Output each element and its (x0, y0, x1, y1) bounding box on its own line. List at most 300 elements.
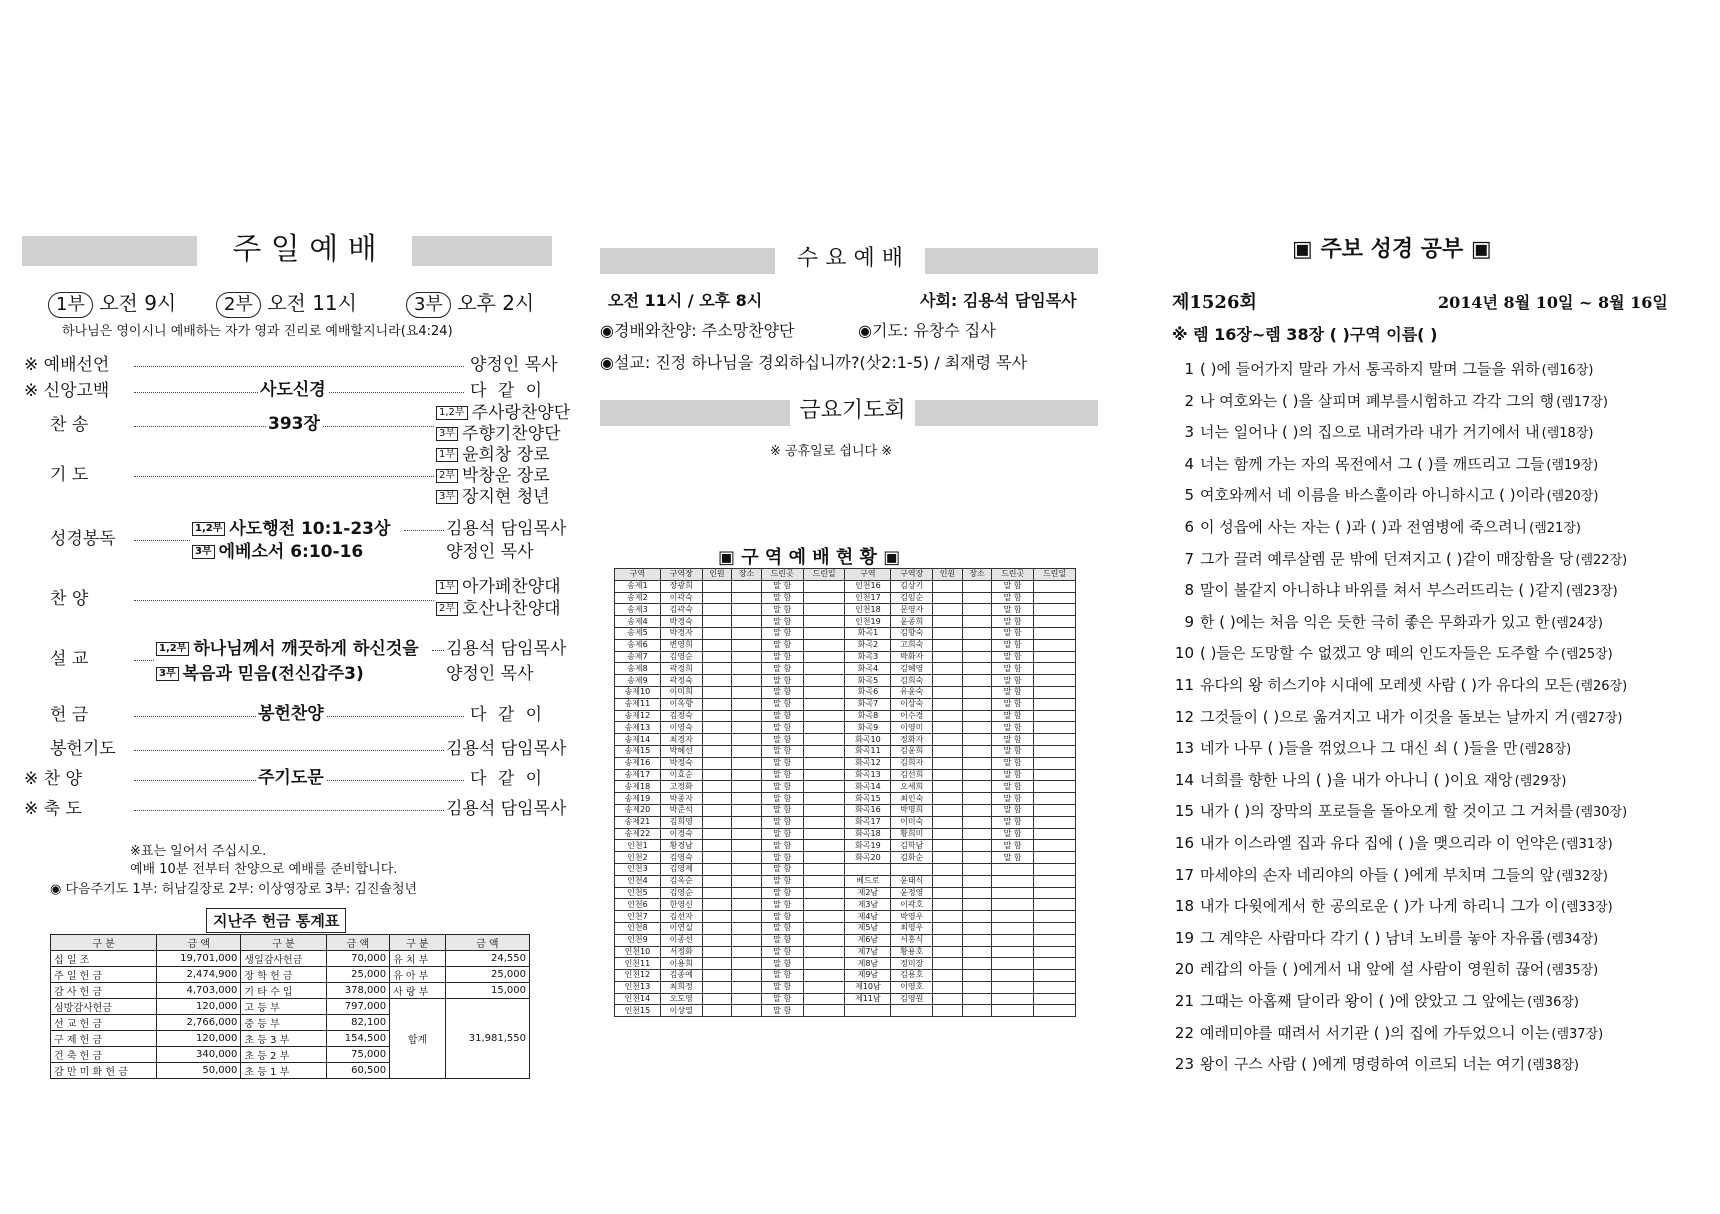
sunday-title-banner (22, 232, 552, 267)
group-count (702, 734, 732, 746)
group-count (933, 899, 963, 911)
wednesday-title: 수 요 예 배 (775, 244, 925, 274)
question-number: 15 (1174, 802, 1194, 821)
group-count (933, 875, 963, 887)
group-count (702, 875, 732, 887)
group-status: 말 함 (992, 722, 1034, 734)
group-status: 말 함 (992, 616, 1034, 628)
group-date (1034, 804, 1076, 816)
group-name: 제11남 (845, 993, 891, 1005)
group-name: 인천3 (615, 863, 661, 875)
group-col-header: 인원 (702, 569, 732, 581)
group-count (933, 887, 963, 899)
group-status: 말 함 (992, 639, 1034, 651)
group-status (992, 1005, 1034, 1017)
group-leader: 황경남 (660, 840, 702, 852)
sermon-label: 설 교 (50, 649, 89, 669)
group-leader: 고희숙 (891, 639, 933, 651)
call-to-worship: ※ 예배선언 (24, 355, 110, 375)
issue-number: 제1526회 (1172, 292, 1257, 313)
group-status (992, 934, 1034, 946)
question-item (1172, 864, 1608, 885)
question-item (1172, 1022, 1603, 1043)
offering-cell: 797,000 (326, 999, 389, 1015)
group-leader: 곽정숙 (660, 675, 702, 687)
group-leader: 고정화 (660, 781, 702, 793)
group-leader: 박명희 (891, 804, 933, 816)
question-number: 18 (1174, 897, 1194, 916)
group-place (732, 840, 762, 852)
group-place (732, 899, 762, 911)
group-status: 말 함 (992, 793, 1034, 805)
group-status: 말 함 (761, 793, 803, 805)
question-text: 이 성읍에 사는 자는 ( )과 ( )과 전염병에 죽으려니 (1200, 518, 1528, 536)
group-date (1034, 769, 1076, 781)
group-count (933, 757, 963, 769)
group-leader: 이영미 (891, 722, 933, 734)
question-number: 7 (1184, 549, 1194, 568)
group-date (1034, 592, 1076, 604)
group-status: 말 함 (992, 769, 1034, 781)
offering-cell: 건 축 헌 금 (51, 1047, 157, 1063)
group-leader: 유윤숙 (891, 686, 933, 698)
preacher-2: 양정인 목사 (446, 664, 534, 684)
question-text: 내가 ( )의 장막의 포로들을 돌아오게 할 것이고 그 거처를 (1200, 802, 1574, 821)
prayer-person-2: 2부 박창운 장로 (436, 461, 550, 486)
group-place (962, 981, 992, 993)
friday-note: ※ 공휴일로 쉽니다 ※ (770, 444, 893, 459)
group-count (933, 852, 963, 864)
service-part-3: 3부 오후 2시 (406, 287, 534, 318)
group-count (933, 804, 963, 816)
group-place (962, 804, 992, 816)
group-place (732, 981, 762, 993)
group-place (962, 993, 992, 1005)
group-status: 말 함 (992, 757, 1034, 769)
group-name: 화곡20 (845, 852, 891, 864)
group-name: 인천5 (615, 887, 661, 899)
group-place (962, 887, 992, 899)
group-row (615, 899, 1076, 911)
group-date (803, 946, 845, 958)
group-row (615, 604, 1076, 616)
question-number: 11 (1174, 676, 1194, 694)
group-place (732, 592, 762, 604)
group-date (803, 675, 845, 687)
group-name: 제8남 (845, 958, 891, 970)
group-place (962, 816, 992, 828)
group-table-title: ▣ 구 역 예 배 현 황 ▣ (718, 547, 901, 568)
hymn-choir-2: 3부 주향기찬양단 (436, 419, 561, 444)
group-row (615, 958, 1076, 970)
group-place (732, 816, 762, 828)
offering-person: 다 같 이 (470, 705, 546, 725)
group-row (615, 863, 1076, 875)
group-count (702, 675, 732, 687)
group-leader: 김화순 (891, 852, 933, 864)
group-status: 말 함 (992, 627, 1034, 639)
call-person: 양정인 목사 (470, 355, 558, 375)
question-reference: (렘28장) (1519, 742, 1572, 758)
group-status: 말 함 (761, 769, 803, 781)
group-leader: 박화자 (891, 651, 933, 663)
group-date (803, 639, 845, 651)
group-leader: 이상열 (660, 1005, 702, 1017)
group-date (1034, 686, 1076, 698)
question-number: 13 (1174, 739, 1194, 758)
group-place (732, 946, 762, 958)
group-leader: 김영순 (660, 651, 702, 663)
group-name: 제7남 (845, 946, 891, 958)
group-place (732, 745, 762, 757)
group-status: 말 함 (761, 686, 803, 698)
group-place (962, 970, 992, 982)
group-date (1034, 958, 1076, 970)
group-row (615, 651, 1076, 663)
group-date (803, 911, 845, 923)
study-range: ※ 렘 16장~렘 38장 ( )구역 이름( ) (1172, 325, 1438, 344)
group-count (702, 663, 732, 675)
group-count (933, 958, 963, 970)
group-place (962, 722, 992, 734)
question-item (1172, 800, 1627, 821)
question-number: 1 (1184, 360, 1194, 378)
group-date (803, 828, 845, 840)
group-name: 화곡8 (845, 710, 891, 722)
group-leader: 김영원 (891, 993, 933, 1005)
creed: ※ 신앙고백 (24, 381, 110, 401)
group-name: 인천13 (615, 981, 661, 993)
group-place (732, 769, 762, 781)
group-date (803, 887, 845, 899)
group-place (962, 840, 992, 852)
group-date (1034, 993, 1076, 1005)
question-reference: (렘17장) (1556, 394, 1608, 410)
hymn-label: 찬 송 (50, 415, 89, 435)
group-name: 화곡4 (845, 663, 891, 675)
group-status: 말 함 (992, 840, 1034, 852)
group-leader: 김임순 (891, 592, 933, 604)
group-date (1034, 675, 1076, 687)
question-text: 내가 다윗에게서 한 공의로운 ( )가 나게 하리니 그가 이 (1200, 897, 1559, 916)
leader-dots (134, 600, 434, 601)
question-reference: (렘27장) (1570, 710, 1623, 726)
group-date (1034, 722, 1076, 734)
group-row (615, 639, 1076, 651)
group-date (803, 710, 845, 722)
group-date (1034, 863, 1076, 875)
question-number: 22 (1174, 1023, 1194, 1042)
offering-label: 헌 금 (50, 705, 89, 725)
group-name: 송제4 (615, 616, 661, 628)
question-item (1172, 1053, 1579, 1074)
group-place (732, 970, 762, 982)
leader-dots (134, 810, 444, 811)
group-date (803, 1005, 845, 1017)
group-leader: 윤정영 (891, 887, 933, 899)
question-text: 레갑의 아들 ( )에게서 내 앞에 설 사람이 영원히 끊어 (1200, 960, 1545, 979)
offering-cell: 심방감사헌금 (51, 999, 157, 1015)
group-place (962, 934, 992, 946)
group-leader: 최희정 (660, 981, 702, 993)
offering-cell: 생일감사헌금 (241, 951, 326, 967)
question-reference: (렘32장) (1556, 868, 1608, 884)
offering-cell: 25,000 (326, 967, 389, 983)
group-row (615, 887, 1076, 899)
group-status: 말 함 (761, 922, 803, 934)
hymn-number: 393장 (266, 409, 322, 434)
group-date (803, 970, 845, 982)
group-name: 인천19 (845, 616, 891, 628)
group-count (933, 863, 963, 875)
group-status: 말 함 (992, 580, 1034, 592)
group-leader: 황용호 (891, 946, 933, 958)
offering-table (50, 934, 530, 1079)
group-place (962, 757, 992, 769)
group-status: 말 함 (761, 734, 803, 746)
group-leader: 김희자 (891, 757, 933, 769)
group-leader: 김희영 (660, 816, 702, 828)
offering-cell: 19,701,000 (157, 951, 241, 967)
question-reference: (렘16장) (1541, 363, 1594, 378)
group-name: 제4남 (845, 911, 891, 923)
group-count (702, 781, 732, 793)
praise-choir-1: 1부 아가페찬양대 (436, 572, 561, 597)
group-status: 말 함 (761, 970, 803, 982)
group-row (615, 875, 1076, 887)
group-place (962, 604, 992, 616)
question-text: 너는 함께 가는 자의 목전에서 그 ( )를 깨뜨리고 그들 (1200, 454, 1545, 473)
wednesday-title-banner (600, 248, 1098, 274)
group-date (803, 993, 845, 1005)
group-leader: 장광희 (660, 580, 702, 592)
question-item (1172, 642, 1613, 663)
group-count (702, 1005, 732, 1017)
group-name: 송제12 (615, 710, 661, 722)
group-place (732, 616, 762, 628)
question-reference: (렘18장) (1541, 426, 1594, 442)
scripture-label: 성경봉독 (50, 529, 116, 549)
group-status: 말 함 (761, 639, 803, 651)
group-place (962, 1005, 992, 1017)
group-status: 말 함 (761, 804, 803, 816)
group-count (702, 887, 732, 899)
group-leader: 정미장 (891, 958, 933, 970)
group-leader: 박종자 (660, 793, 702, 805)
group-name: 인천17 (845, 592, 891, 604)
group-count (933, 1005, 963, 1017)
offering-cell: 120,000 (157, 999, 241, 1015)
group-leader: 서정화 (660, 946, 702, 958)
group-count (702, 627, 732, 639)
group-place (962, 663, 992, 675)
group-row (615, 793, 1076, 805)
group-place (962, 911, 992, 923)
question-text: 나 여호와는 ( )을 살피며 폐부를시험하고 각각 그의 행 (1200, 391, 1555, 410)
group-row (615, 804, 1076, 816)
group-count (702, 793, 732, 805)
offering-cell: 고 등 부 (241, 999, 326, 1015)
group-status: 말 함 (761, 710, 803, 722)
offering-cell: 75,000 (326, 1047, 389, 1063)
group-status: 말 함 (761, 592, 803, 604)
group-date (1034, 981, 1076, 993)
group-place (732, 1005, 762, 1017)
group-leader: 윤태식 (891, 875, 933, 887)
group-leader (891, 863, 933, 875)
friday-title: 금요기도회 (790, 396, 915, 426)
group-name: 인천14 (615, 993, 661, 1005)
group-date (803, 934, 845, 946)
offering-content: 봉헌찬양 (256, 699, 326, 724)
group-row (615, 852, 1076, 864)
group-leader: 김종예 (660, 970, 702, 982)
preacher-1: 김용석 담임목사 (446, 639, 567, 659)
question-number: 5 (1184, 486, 1194, 505)
group-row (615, 616, 1076, 628)
group-date (803, 816, 845, 828)
question-text: ( )들은 도망할 수 없겠고 양 떼의 인도자들은 도주할 수 (1200, 644, 1559, 663)
question-number: 19 (1174, 928, 1194, 947)
group-leader: 정화자 (891, 734, 933, 746)
group-count (933, 828, 963, 840)
offering-cell: 50,000 (157, 1063, 241, 1079)
col-header: 구 분 (51, 935, 157, 951)
group-row (615, 663, 1076, 675)
group-count (702, 840, 732, 852)
question-item (1172, 390, 1608, 411)
group-count (702, 592, 732, 604)
group-row (615, 816, 1076, 828)
creed-person: 다 같 이 (470, 381, 546, 401)
group-leader (891, 1005, 933, 1017)
group-count (933, 675, 963, 687)
question-text: ( )에 들어가지 말라 가서 통곡하지 말며 그들을 위하 (1200, 360, 1540, 378)
group-leader: 김윤희 (891, 745, 933, 757)
group-name: 인천6 (615, 899, 661, 911)
group-place (732, 710, 762, 722)
group-date (803, 616, 845, 628)
offering-cell: 선 교 헌 금 (51, 1015, 157, 1031)
group-count (702, 722, 732, 734)
offering-cell: 70,000 (326, 951, 389, 967)
group-name: 송제15 (615, 745, 661, 757)
question-reference: (렘29장) (1514, 773, 1567, 789)
group-row (615, 675, 1076, 687)
group-row (615, 627, 1076, 639)
question-reference: (렘19장) (1546, 457, 1599, 473)
group-place (732, 686, 762, 698)
question-item (1172, 832, 1613, 853)
question-item (1172, 516, 1581, 537)
group-status: 말 함 (761, 887, 803, 899)
group-count (702, 911, 732, 923)
group-status: 말 함 (761, 781, 803, 793)
group-date (803, 981, 845, 993)
offering-cell: 십 일 조 (51, 951, 157, 967)
group-leader: 이상숙 (891, 698, 933, 710)
group-leader: 최인숙 (891, 793, 933, 805)
col-header: 금 액 (157, 935, 241, 951)
leader-dots (404, 530, 444, 531)
prayer-label: 기 도 (50, 465, 89, 485)
group-date (803, 686, 845, 698)
blessing: ※ 축 도 (24, 799, 82, 819)
group-date (1034, 604, 1076, 616)
group-status: 말 함 (761, 934, 803, 946)
group-status (992, 911, 1034, 923)
issue-date: 2014년 8월 10일 ~ 8월 16일 (1438, 293, 1668, 312)
offering-cell: 120,000 (157, 1031, 241, 1047)
question-text: 내가 이스라엘 집과 유다 집에 ( )을 맺으리라 이 언약은 (1200, 834, 1559, 852)
group-place (962, 651, 992, 663)
group-status: 말 함 (761, 757, 803, 769)
study-title: ▣ 주보 성경 공부 ▣ (1292, 236, 1492, 262)
group-date (803, 781, 845, 793)
question-reference: (렘30장) (1575, 805, 1628, 821)
group-date (803, 899, 845, 911)
group-name: 인천15 (615, 1005, 661, 1017)
group-row (615, 840, 1076, 852)
group-count (933, 639, 963, 651)
group-date (803, 663, 845, 675)
group-place (732, 757, 762, 769)
group-date (1034, 580, 1076, 592)
group-leader: 오도영 (660, 993, 702, 1005)
group-leader: 박영우 (891, 911, 933, 923)
group-count (702, 970, 732, 982)
group-status: 말 함 (761, 946, 803, 958)
total-value: 31,981,550 (445, 999, 529, 1079)
group-status: 말 함 (992, 686, 1034, 698)
group-row (615, 734, 1076, 746)
group-status: 말 함 (761, 875, 803, 887)
offering-cell: 2,474,900 (157, 967, 241, 983)
question-text: 그 계약은 사람마다 각기 ( ) 남녀 노비를 놓아 자유롭 (1200, 928, 1545, 947)
group-count (933, 793, 963, 805)
friday-title-banner (600, 400, 1098, 426)
group-date (803, 804, 845, 816)
group-place (962, 852, 992, 864)
group-leader: 김향숙 (891, 627, 933, 639)
group-count (933, 946, 963, 958)
group-place (962, 875, 992, 887)
group-name: 화곡14 (845, 781, 891, 793)
group-date (1034, 899, 1076, 911)
offering-cell: 기 타 수 입 (241, 983, 326, 999)
group-count (933, 686, 963, 698)
question-number: 8 (1184, 581, 1194, 600)
group-count (702, 946, 732, 958)
group-count (702, 816, 732, 828)
offering-table-title: 지난주 헌금 통계표 (206, 908, 346, 933)
group-name: 제3남 (845, 899, 891, 911)
group-row (615, 580, 1076, 592)
offering-row (51, 967, 530, 983)
group-name: 화곡3 (845, 651, 891, 663)
question-item (1172, 958, 1598, 979)
group-leader: 윤종희 (891, 616, 933, 628)
group-place (732, 852, 762, 864)
group-name: 인천16 (845, 580, 891, 592)
group-leader: 김영숙 (660, 852, 702, 864)
group-place (962, 686, 992, 698)
group-count (702, 651, 732, 663)
group-leader: 김용호 (891, 970, 933, 982)
group-row (615, 686, 1076, 698)
question-item (1172, 548, 1627, 569)
question-text: 너희를 향한 나의 ( )을 내가 아나니 ( )이요 재앙 (1200, 770, 1513, 789)
